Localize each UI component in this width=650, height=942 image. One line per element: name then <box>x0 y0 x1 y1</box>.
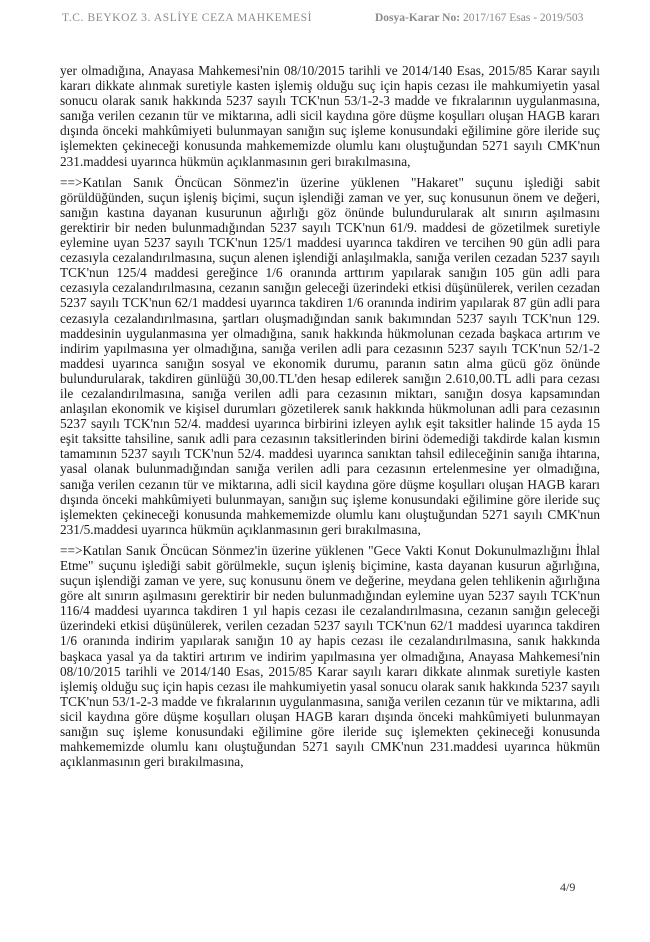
document-body <box>60 63 600 769</box>
page-number: 4/9 <box>560 880 576 894</box>
paragraph-3: ==>Katılan Sanık Öncücan Sönmez'in üzerine yüklenen "Gece Vakti Konut Dokunulmazlığını İhlal Etme" suçunu işlediği sabit görülmekle, suçun işleniş biçimine, kasta dayanan kusurun ağırlığına, suçun işlendiği zaman ve yere, suç konusunu önem ve değerine, meydana gelen tehlikenin ağırlığına göre alt sınırın aşılmasını gerektirir bir neden bulunmadığından eylemine uyan 5237 sayılı TCK'nun 116/4 maddesi uyarınca takdiren 1 yıl hapis cezası ile cezalandırılmasına, cezanın sanığın geleceği üzerindeki etkisi düşünülerek, verilen cezadan 5237 sayılı TCK'nun 62/1 maddesi uyarınca takdiren 1/6 oranında indirim yapılarak sanığın 10 ay hapis cezası ile cezalandırılmasına, sanık hakkında başkaca yasal ya da taktiri artırım ve indirim yapılmasına yer olmadığına, Anayasa Mahkemesi'nin 08/10/2015 tarihli ve 2014/140 Esas, 2015/85 Karar sayılı kararı dikkate alınmak suretiyle kasten işlemiş olduğu suç için hapis cezası ile mahkumiyetin yasal sonucu olarak sanık hakkında 5237 sayılı TCK'nun 53/1-2-3 madde ve fıkralarının uygulanmasına, sanığa verilen cezanın tür ve miktarına, adli sicil kaydına göre düşme koşulları oluşan HAGB kararı dışında önceki mahkûmiyeti bulunmayan sanığın suç işleme konusundaki eğilimine göre ileride suç işlemekten çekineceği konusunda mahkememizde olumlu kanı oluştuğundan 5271 sayılı CMK'nun 231.maddesi uyarınca hükmün açıklanmasının geri bırakılmasına, <box>60 542 600 770</box>
case-number <box>375 12 583 24</box>
page-header <box>0 0 650 32</box>
case-number-label: Dosya-Karar No: <box>375 12 461 24</box>
paragraph-2: ==>Katılan Sanık Öncücan Sönmez'in üzerine yüklenen "Hakaret" suçunu işlediği sabit görüldüğünden, suçun işleniş biçimi, suçun işlendiği zaman ve yer, suç konusunun önem ve değeri, sanığın kastına dayanan kusurunun ağırlığı göz önünde bulundurularak alt sınırın aşılmasını gerektirir bir neden bulunmadığından 5237 sayılı TCK'nun 61/9. maddesi de gözetilmek suretiyle eylemine uyan 5237 sayılı TCK'nun 125/1 maddesi uyarınca takdiren ve tercihen 90 gün adli para cezasıyla cezalandırılmasına, suçun alenen işlendiği anlaşılmakla, sanığa verilen cezadan 5237 sayılı TCK'nun 125/4 maddesi gereğince 1/6 oranında arttırım yapılarak sanığın 105 gün adli para cezasıyla cezalandırılmasına, cezanın sanığın geleceği üzerindeki etkisi düşünülerek, verilen cezadan 5237 sayılı TCK'nun 62/1 maddesi uyarınca takdiren 1/6 oranında indirim yapılarak 87 gün adli para cezasıyla cezalandırılmasına, şartları oluşmadığından sanık bakımından 5237 sayılı TCK'nun 129. maddesinin uygulanmasına yer olmadığına, sanık hakkında hükmolunan cezada başkaca artırım ve indirim yapılmasına yer olmadığına, sanığa verilen adli para cezasının 5237 sayılı TCK'nun 52/1-2 maddesi uyarınca sanığın sosyal ve ekonomik durumu, paranın satın alma gücü göz önünde bulundurularak, takdiren günlüğü 30,00.TL'den hesap edilerek sanığın 2.610,00.TL adli para cezası ile cezalandırılmasına, sanığa verilen adli para cezasının miktarı, sanığın dosya kapsamından anlaşılan ekonomik ve kişisel durumları gözetilerek sanık hakkında hükmolunan adli para cezasının 5237 sayılı TCK'nın 52/4. maddesi uyarınca birbirini izleyen aylık eşit taksitler halinde 15 ayda 15 eşit taksitte tahsiline, sanık adli para cezasının taksitlerinden birini ödemediği takdirde kalan kısmın tamamının 5237 sayılı TCK'nun 52/4. maddesi uyarınca sanıktan tahsil edileceğinin sanığa ihtarına, yasal olanak bulunmadığından sanığa verilen adli para cezasının ertelenmesine yer olmadığına, sanığa verilen cezanın tür ve miktarına, adli sicil kaydına göre düşme koşulları oluşan HAGB kararı dışında önceki mahkûmiyeti bulunmayan, sanığın suç işleme konusundaki eğilimine göre ileride suç işlemekten çekineceği konusunda mahkememizde olumlu kanı oluştuğundan 5271 sayılı CMK'nun 231/5.maddesi uyarınca hükmün açıklanmasının geri bırakılmasına, <box>60 174 600 537</box>
court-name: T.C. BEYKOZ 3. ASLİYE CEZA MAHKEMESİ <box>62 12 313 24</box>
case-number-value: 2017/167 Esas - 2019/503 <box>462 12 584 24</box>
paragraph-1: yer olmadığına, Anayasa Mahkemesi'nin 08/10/2015 tarihli ve 2014/140 Esas, 2015/85 Karar sayılı kararı dikkate alınmak suretiyle kasten işlemiş olduğu suç için hapis cezası ile mahkumiyetin yasal sonucu olarak sanık hakkında 5237 sayılı TCK'nun 53/1-2-3 madde ve fıkralarının uygulanmasına, sanığa verilen cezanın tür ve miktarına, adli sicil kaydına göre düşme koşulları oluşan HAGB kararı dışında önceki mahkûmiyeti bulunmayan sanığın suç işleme konusundaki eğilimine göre ileride suç işlemekten çekineceği konusunda mahkememizde olumlu kanı oluştuğundan 5271 sayılı CMK'nun 231.maddesi uyarınca hükmün açıklanmasının geri bırakılmasına, <box>60 63 600 169</box>
